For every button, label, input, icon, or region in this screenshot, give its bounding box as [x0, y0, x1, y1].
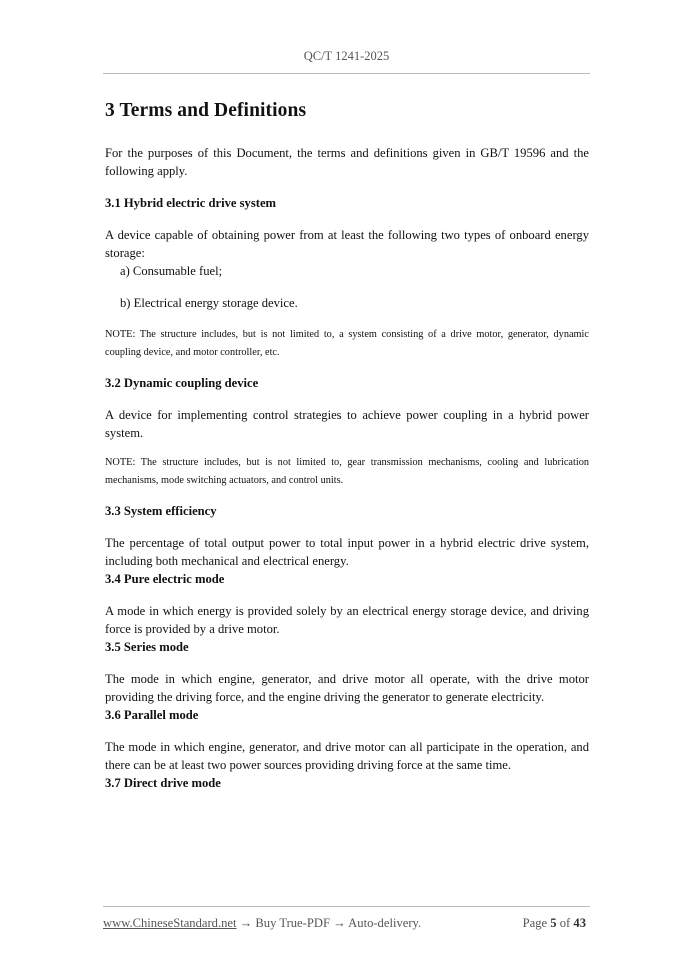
section-intro: For the purposes of this Document, the terms and definitions given in GB/T 19596 and the following apply. [105, 146, 589, 178]
term-definition-3-4: A mode in which energy is provided solely by an electrical energy storage device, and driving force is provided by a drive motor. [105, 604, 589, 636]
header-rule [103, 73, 590, 74]
term-heading-3-3: 3.3 System efficiency [105, 504, 217, 518]
term-heading-3-6: 3.6 Parallel mode [105, 708, 199, 722]
term-definition-3-5: The mode in which engine, generator, and drive motor all operate, with the drive motor providing the driving force, and the engine driving the generator to generate electricity. [105, 672, 589, 704]
term-definition-3-3: The percentage of total output power to total input power in a hybrid electric drive system, including both mechanical and electrical energy. [105, 536, 589, 568]
footer-rule [103, 906, 590, 907]
site-link[interactable]: www.ChineseStandard.net [103, 916, 237, 930]
list-item-a: a) Consumable fuel; [120, 264, 223, 278]
term-definition-3-6: The mode in which engine, generator, and drive motor can all participate in the operation, and there can be at least two power sources providing driving force at the same time. [105, 740, 589, 772]
page-counter [523, 916, 586, 931]
auto-delivery-text: Auto-delivery. [348, 916, 422, 930]
buy-true-pdf-link[interactable]: Buy True-PDF [255, 916, 330, 930]
footer-links [103, 916, 421, 931]
arrow-icon: → [333, 916, 346, 930]
running-header: QC/T 1241-2025 [303, 49, 390, 63]
section-title: 3 Terms and Definitions [105, 100, 307, 121]
term-heading-3-2: 3.2 Dynamic coupling device [105, 376, 259, 390]
term-definition-3-2: A device for implementing control strategies to achieve power coupling in a hybrid power system. [105, 408, 589, 440]
term-heading-3-7: 3.7 Direct drive mode [105, 776, 221, 790]
term-heading-3-4: 3.4 Pure electric mode [105, 572, 225, 586]
term-note-3-2: NOTE: The structure includes, but is not limited to, gear transmission mechanisms, cooling and lubrication mechanisms, mode switching actuators, and control units. [105, 457, 589, 486]
term-heading-3-5: 3.5 Series mode [105, 640, 189, 654]
term-note-3-1: NOTE: The structure includes, but is not limited to, a system consisting of a drive motor, generator, dynamic coupling device, and motor controller, etc. [105, 329, 589, 358]
arrow-icon: → [239, 916, 253, 930]
list-item-b: b) Electrical energy storage device. [120, 296, 298, 310]
page-content [105, 100, 589, 806]
page-current: 5 [550, 916, 557, 930]
page-total: 43 [573, 916, 586, 930]
term-definition-3-1: A device capable of obtaining power from at least the following two types of onboard energy storage: [105, 228, 589, 260]
term-heading-3-1: 3.1 Hybrid electric drive system [105, 196, 277, 210]
page-label: Page [522, 916, 548, 930]
of-label: of [559, 916, 571, 930]
